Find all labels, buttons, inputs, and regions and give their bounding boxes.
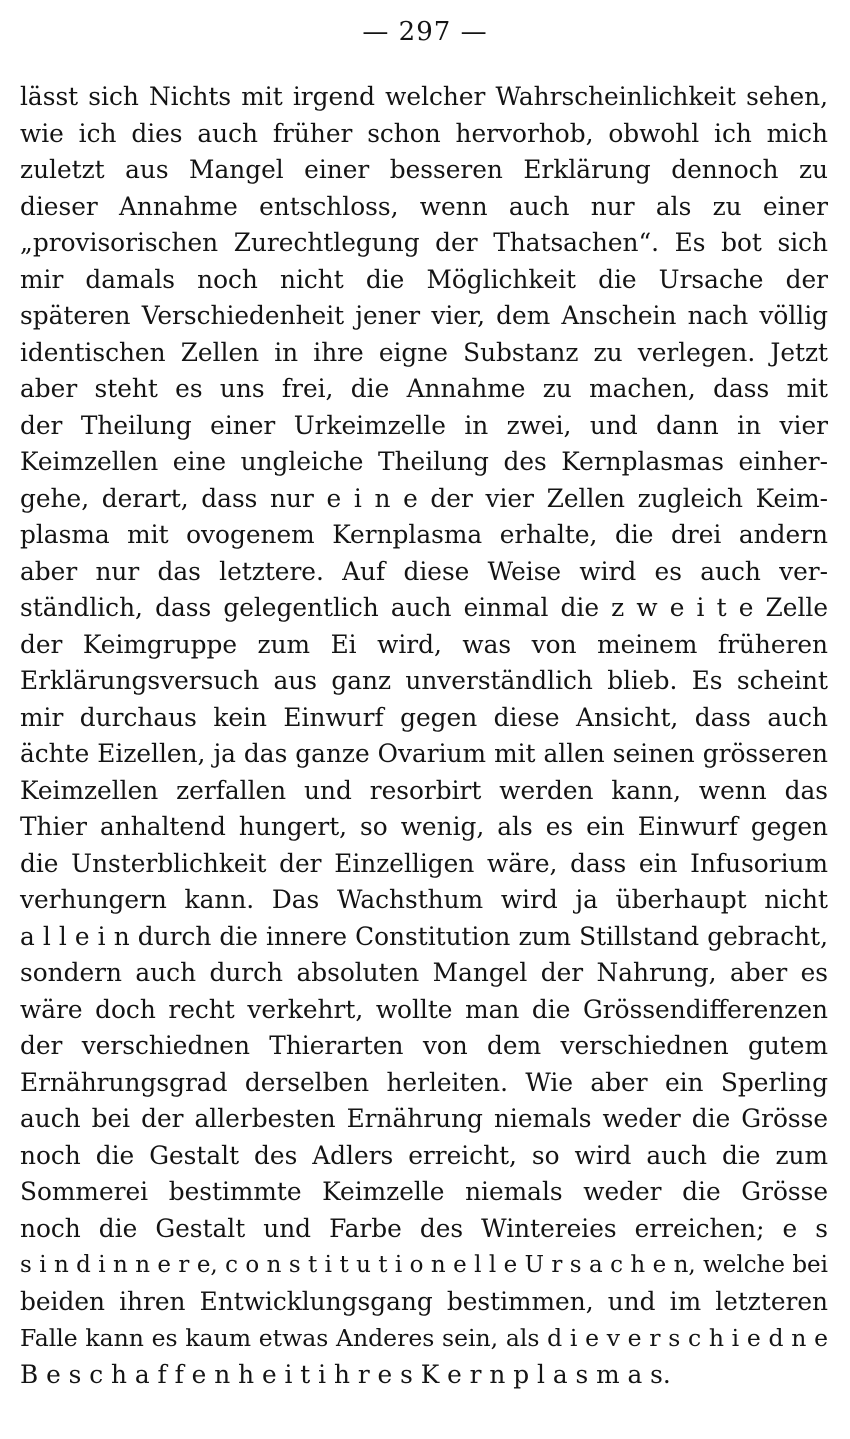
body-text: [20, 79, 828, 1393]
text-line: ächte Eizellen, ja das ganze Ovarium mit allen seinen grösseren: [20, 739, 828, 768]
text-line: beiden ihren Entwicklungsgang bestimmen, und im letzteren: [20, 1286, 828, 1316]
text-line: späteren Verschiedenheit jener vier, dem Anschein nach völlig: [20, 301, 828, 330]
text-line: mir damals noch nicht die Möglichkeit die Ursache der: [20, 264, 828, 294]
text-line: wie ich dies auch früher schon hervorhob, obwohl ich mich: [20, 118, 828, 148]
text-line: verhungern kann. Das Wachsthum wird ja überhaupt nicht: [20, 885, 828, 914]
text-line: der Theilung einer Urkeimzelle in zwei, und dann in vier: [20, 410, 828, 440]
text-line: Keimzellen eine ungleiche Theilung des Kernplasmas einher-: [20, 447, 828, 476]
text-line: aber steht es uns frei, die Annahme zu machen, dass mit: [20, 374, 828, 403]
text-line: Erklärungsversuch aus ganz unverständlich blieb. Es scheint: [20, 666, 828, 695]
text-line: mir durchaus kein Einwurf gegen diese Ansicht, dass auch: [20, 702, 828, 732]
text-line: Sommerei bestimmte Keimzelle niemals weder die Grösse: [20, 1177, 828, 1206]
text-line: auch bei der allerbesten Ernährung niemals weder die Grösse: [20, 1104, 828, 1133]
text-line: dieser Annahme entschloss, wenn auch nur als zu einer: [20, 191, 828, 221]
text-line: s i n d i n n e r e, c o n s t i t u t i o n e l l e U r s a c h e n, welche bei: [20, 1252, 828, 1278]
text-line: Falle kann es kaum etwas Anderes sein, als d i e v e r s c h i e d n e: [20, 1324, 828, 1352]
text-line: wäre doch recht verkehrt, wollte man die Grössendifferenzen: [20, 994, 828, 1024]
text-line: noch die Gestalt und Farbe des Wintereies erreichen; e s: [20, 1213, 828, 1243]
text-line: sondern auch durch absoluten Mangel der Nahrung, aber es: [20, 958, 828, 987]
text-line: a l l e i n durch die innere Constitution zum Stillstand gebracht,: [20, 921, 828, 951]
text-line: aber nur das letztere. Auf diese Weise wird es auch ver-: [20, 556, 828, 586]
text-line-last: B e s c h a f f e n h e i t i h r e s K e r n p l a s m a s.: [20, 1359, 671, 1389]
text-line: ständlich, dass gelegentlich auch einmal die z w e i t e Zelle: [20, 593, 828, 622]
text-line: die Unsterblichkeit der Einzelligen wäre, dass ein Infusorium: [20, 848, 828, 878]
text-line: der verschiednen Thierarten von dem verschiednen gutem: [20, 1031, 828, 1060]
text-line: zuletzt aus Mangel einer besseren Erklärung dennoch zu: [20, 155, 828, 184]
text-line: noch die Gestalt des Adlers erreicht, so wird auch die zum: [20, 1140, 828, 1170]
text-line: der Keimgruppe zum Ei wird, was von meinem früheren: [20, 629, 828, 659]
page-number: — 297 —: [362, 17, 488, 47]
text-line: lässt sich Nichts mit irgend welcher Wahrscheinlichkeit sehen,: [20, 82, 828, 111]
text-line: Thier anhaltend hungert, so wenig, als es ein Einwurf gegen: [20, 812, 828, 841]
text-line: plasma mit ovogenem Kernplasma erhalte, die drei andern: [20, 520, 828, 549]
text-line: Ernährungsgrad derselben herleiten. Wie aber ein Sperling: [20, 1067, 828, 1097]
text-line: Keimzellen zerfallen und resorbirt werden kann, wenn das: [20, 775, 828, 805]
text-line: „provisorischen Zurechtlegung der Thatsachen“. Es bot sich: [20, 228, 828, 257]
text-line: identischen Zellen in ihre eigne Substanz zu verlegen. Jetzt: [20, 337, 828, 367]
text-line: gehe, derart, dass nur e i n e der vier Zellen zugleich Keim-: [20, 483, 828, 513]
